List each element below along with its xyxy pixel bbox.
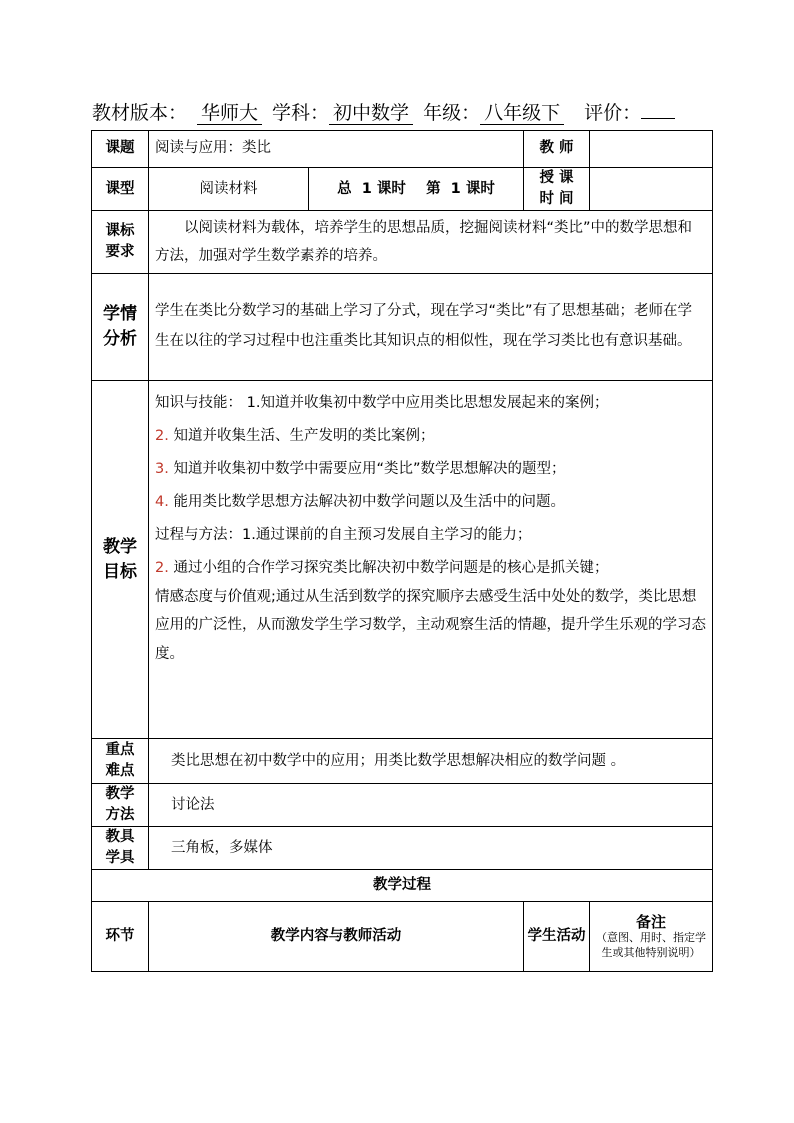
knowledge-item-4-number: 4. xyxy=(155,494,169,511)
subject-label: 学科： xyxy=(272,102,330,124)
column-student: 学生活动 xyxy=(524,902,590,972)
analysis-label: 学情分析 xyxy=(92,274,149,381)
evaluation-label: 评价： xyxy=(584,102,642,124)
analysis-text: 学生在类比分数学习的基础上学习了分式，现在学习“类比”有了思想基础；老师在学生在以往的学习过程中也注重类比其知识点的相似性，现在学习类比也有意识基础。 xyxy=(149,274,713,381)
knowledge-item-4: 能用类比数学思想方法解决初中数学问题以及生活中的问题。 xyxy=(168,494,565,511)
objectives-label: 教学目标 xyxy=(92,381,149,739)
emotion-title: 情感态度与价值观; xyxy=(155,589,276,606)
evaluation-value xyxy=(641,118,675,119)
column-note xyxy=(590,902,713,972)
lesson-plan-table xyxy=(91,130,713,972)
class-time-label: 授 课 时 间 xyxy=(524,168,590,211)
grade-label: 年级： xyxy=(423,102,481,124)
note-title: 备注 xyxy=(635,912,666,931)
key-points-row xyxy=(92,739,713,784)
key-points-text: 类比思想在初中数学中的应用；用类比数学思想解决相应的数学问题 。 xyxy=(149,739,713,784)
analysis-row xyxy=(92,274,713,381)
process-title: 教学过程 xyxy=(92,870,713,902)
objectives-row xyxy=(92,381,713,739)
lesson-hours: 总 1 课时 第 1 课时 xyxy=(309,168,524,211)
type-row xyxy=(92,168,713,211)
knowledge-item-3: 知道并收集初中数学中需要应用“类比”数学思想解决的题型； xyxy=(168,461,566,478)
document-header xyxy=(92,98,712,124)
process-item-2: 通过小组的合作学习探究类比解决初中数学问题是的核心是抓关键； xyxy=(168,560,609,577)
standard-row xyxy=(92,211,713,274)
knowledge-title: 知识与技能： xyxy=(155,395,242,412)
tools-label: 教具学具 xyxy=(92,827,149,870)
class-time-value xyxy=(590,168,713,211)
process-item-2-number: 2. xyxy=(155,560,169,577)
tools-row xyxy=(92,827,713,870)
objectives-content xyxy=(149,381,713,739)
process-method-title: 过程与方法： xyxy=(155,527,242,544)
tools-text: 三角板，多媒体 xyxy=(149,827,713,870)
teacher-label: 教 师 xyxy=(524,131,590,168)
method-row xyxy=(92,784,713,827)
edition-label: 教材版本： xyxy=(92,102,188,124)
teacher-value xyxy=(590,131,713,168)
knowledge-item-2: 知道并收集生活、生产发明的类比案例； xyxy=(168,428,435,445)
process-title-row xyxy=(92,870,713,902)
knowledge-item-3-number: 3. xyxy=(155,461,169,478)
column-content: 教学内容与教师活动 xyxy=(149,902,524,972)
column-link: 环节 xyxy=(92,902,149,972)
knowledge-item-1: 1.知道并收集初中数学中应用类比思想发展起来的案例； xyxy=(242,395,609,412)
standard-label: 课标要求 xyxy=(92,211,149,274)
subject-value: 初中数学 xyxy=(329,102,413,125)
emotion-text: 通过从生活到数学的探究顺序去感受生活中处处的数学，类比思想应用的广泛性，从而激发学生学习数学，主动观察生活的情趣，提升学生乐观的学习态度。 xyxy=(155,589,706,662)
process-item-1: 1.通过课前的自主预习发展自主学习的能力； xyxy=(242,527,532,544)
edition-value: 华师大 xyxy=(197,102,262,125)
knowledge-item-2-number: 2. xyxy=(155,428,169,445)
note-subtitle: （意图、用时、指定学生或其他特别说明） xyxy=(596,930,706,959)
standard-text: 以阅读材料为载体，培养学生的思想品质，挖掘阅读材料“类比”中的数学思想和方法，加强对学生数学素养的培养。 xyxy=(149,211,713,274)
grade-value: 八年级下 xyxy=(480,102,564,125)
topic-label: 课题 xyxy=(92,131,149,168)
process-columns-row xyxy=(92,902,713,972)
method-text: 讨论法 xyxy=(149,784,713,827)
method-label: 教学方法 xyxy=(92,784,149,827)
type-label: 课型 xyxy=(92,168,149,211)
key-points-label: 重点难点 xyxy=(92,739,149,784)
topic-value: 阅读与应用：类比 xyxy=(149,131,524,168)
type-value: 阅读材料 xyxy=(149,168,309,211)
topic-row xyxy=(92,131,713,168)
